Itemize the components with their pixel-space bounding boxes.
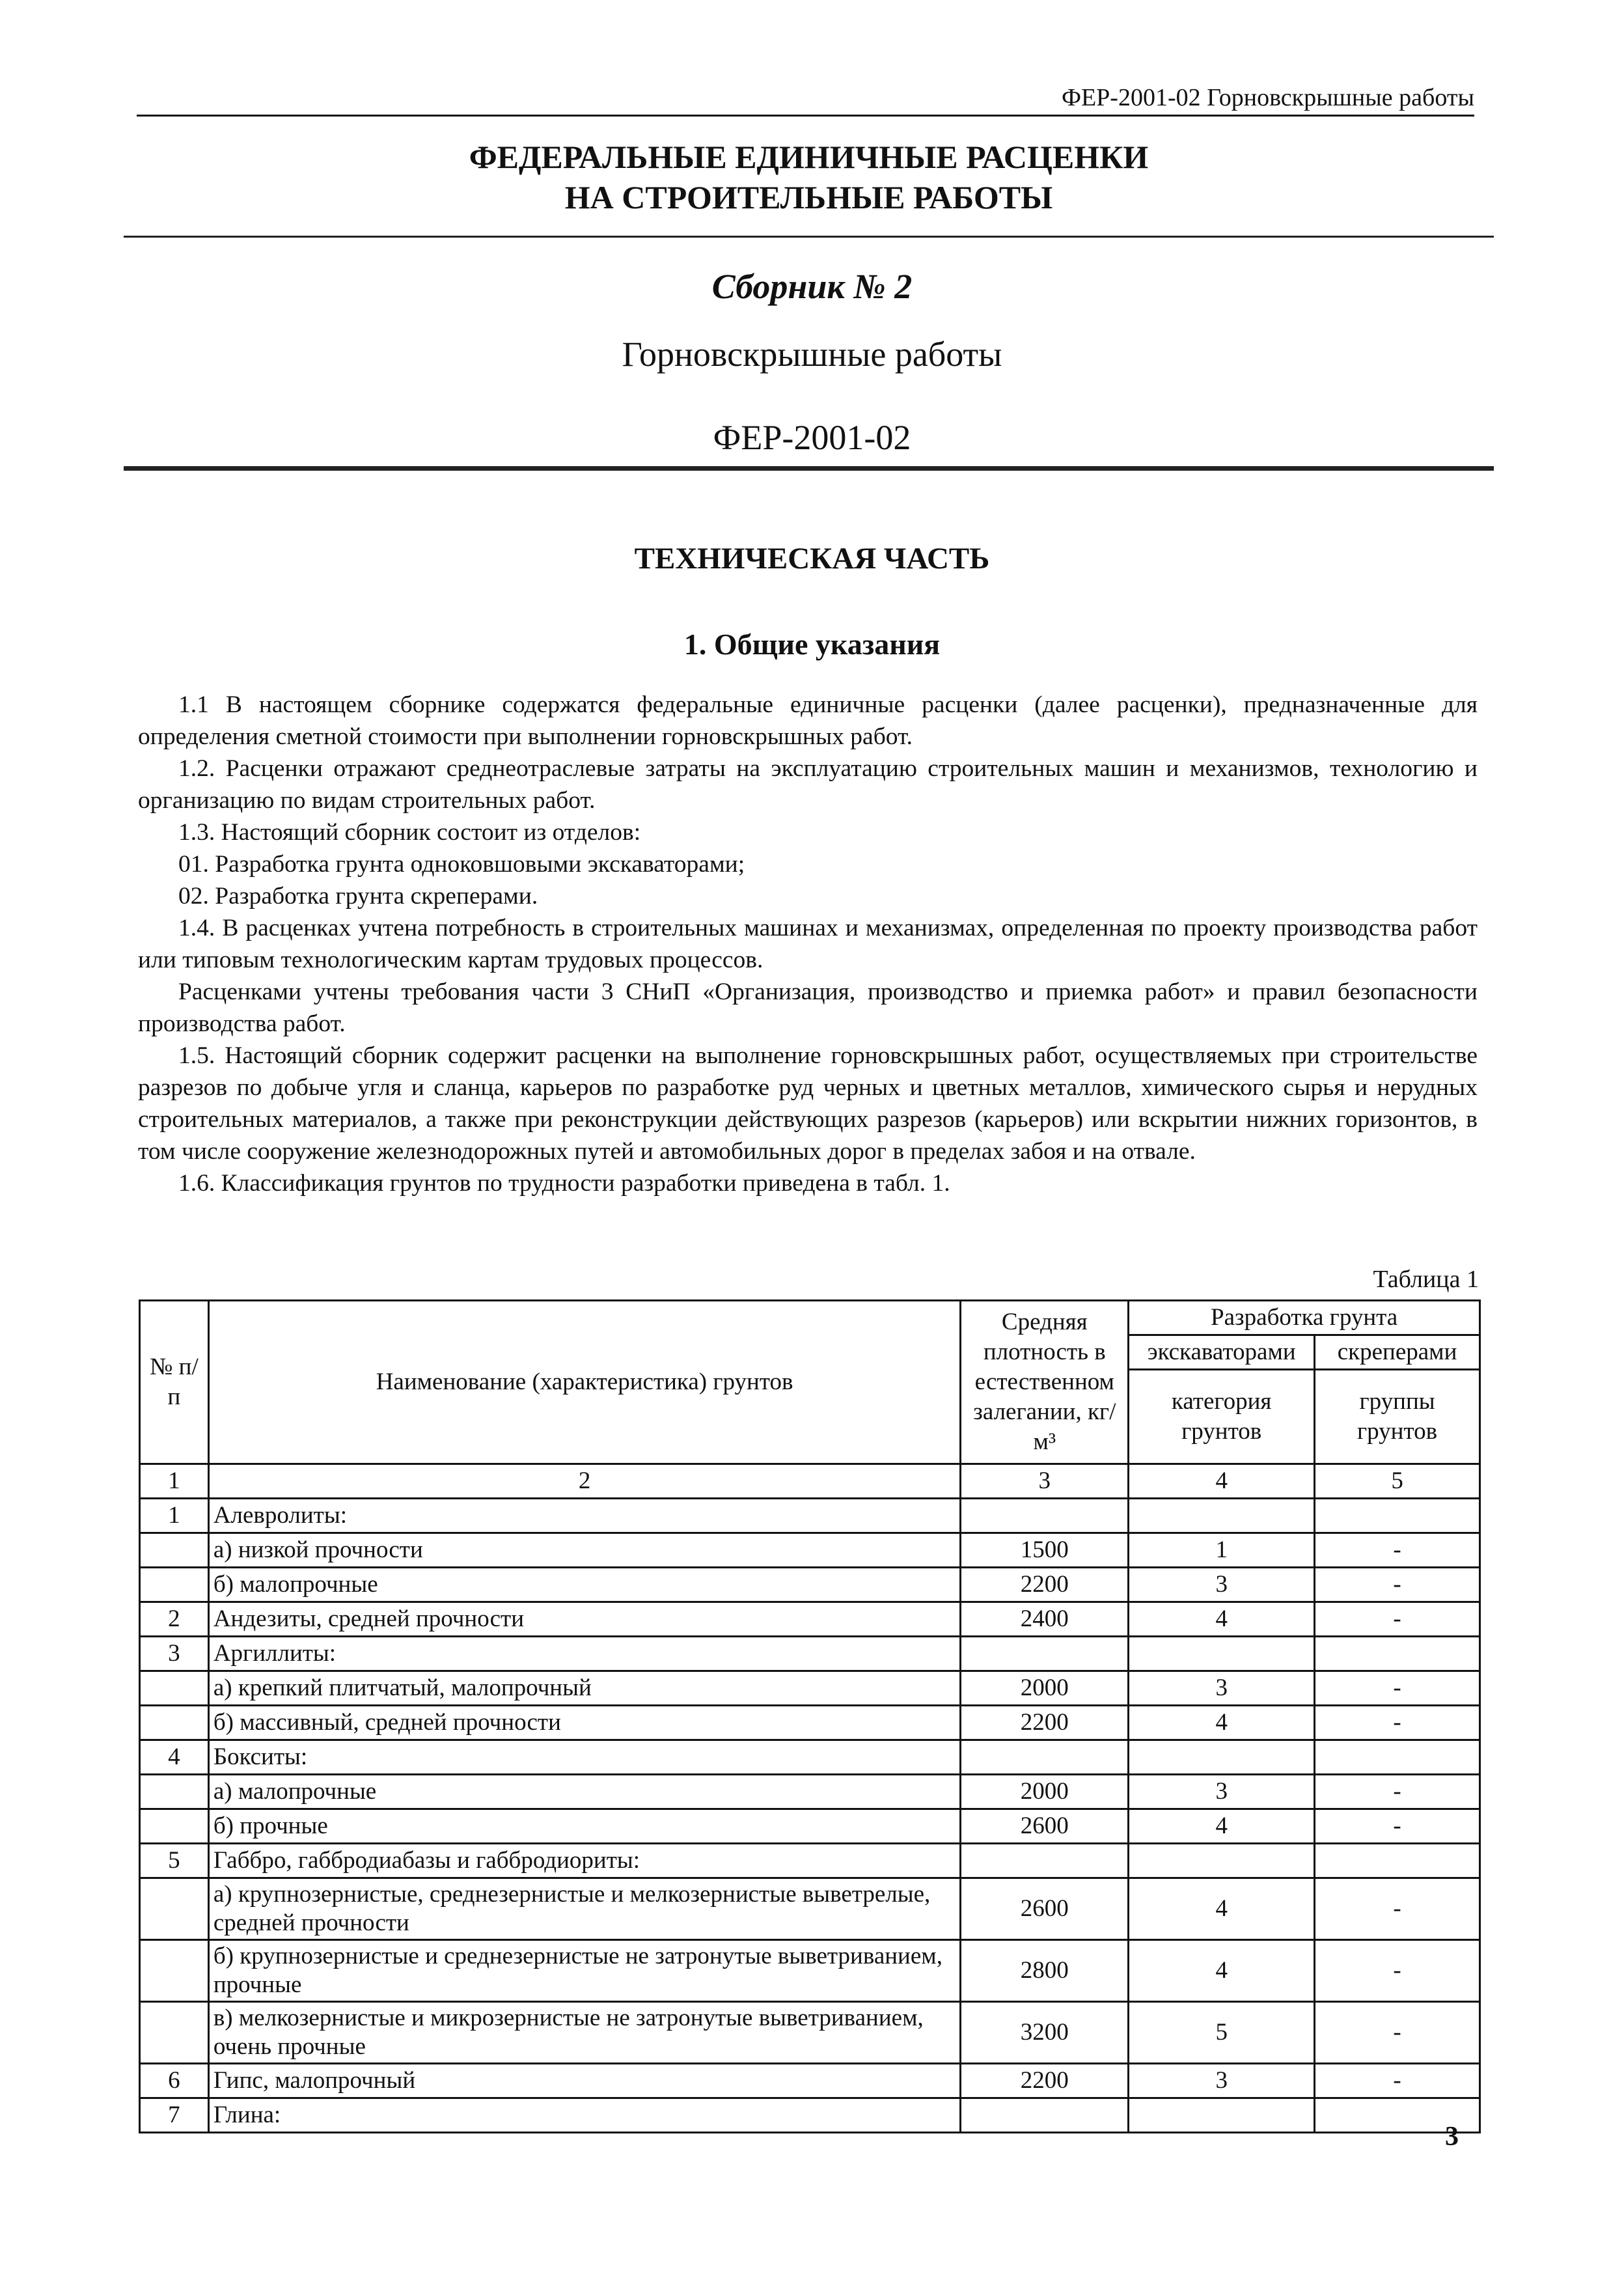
header-excavators: экскаваторами	[1129, 1335, 1315, 1370]
row-group: -	[1315, 2064, 1480, 2098]
table-row	[140, 2064, 1480, 2098]
header-groups: группы грунтов	[1315, 1370, 1480, 1464]
row-name: а) малопрочные	[208, 1775, 961, 1809]
row-density: 2000	[961, 1775, 1129, 1809]
row-num	[140, 1533, 209, 1568]
row-num: 7	[140, 2098, 209, 2133]
row-name: Бокситы:	[208, 1740, 961, 1775]
row-name: а) крупнозернистые, среднезернистые и мелкозернистые выветрелые, средней прочности	[208, 1878, 961, 1940]
table-row	[140, 1602, 1480, 1637]
row-name: а) низкой прочности	[208, 1533, 961, 1568]
row-num	[140, 1775, 209, 1809]
row-name: Андезиты, средней прочности	[208, 1602, 961, 1637]
main-title	[124, 137, 1494, 217]
row-name: б) массивный, средней прочности	[208, 1706, 961, 1740]
table-row	[140, 1878, 1480, 1940]
row-category	[1129, 1740, 1315, 1775]
row-group: -	[1315, 1706, 1480, 1740]
technical-part-heading: ТЕХНИЧЕСКАЯ ЧАСТЬ	[634, 542, 990, 576]
row-density	[961, 1844, 1129, 1878]
row-category: 3	[1129, 1568, 1315, 1602]
table-row	[140, 1940, 1480, 2002]
row-category: 3	[1129, 1671, 1315, 1706]
row-num: 3	[140, 1637, 209, 1671]
column-number: 3	[961, 1464, 1129, 1499]
row-group: -	[1315, 1878, 1480, 1940]
table-row	[140, 1706, 1480, 1740]
row-density: 2200	[961, 1568, 1129, 1602]
row-group: -	[1315, 1809, 1480, 1844]
table-row	[140, 1740, 1480, 1775]
row-name: Габбро, габбродиабазы и габбродиориты:	[208, 1844, 961, 1878]
paragraph: 1.3. Настоящий сборник состоит из отделов:	[178, 819, 641, 846]
paragraph: 1.5. Настоящий сборник содержит расценки на выполнение горновскрышных работ, осуществляемых при строительстве разрезов по добыче угля и сланца, карьеров по разработке руд черных и цветных металлов, химического сырья и нерудных строительных материалов, а также при реконструкции действующих разрезов (карьеров) или вскрытии нижних горизонтов, в том числе сооружение железнодорожных путей и автомобильных дорог в пределах забоя и на отвале.	[138, 1042, 1478, 1165]
column-number: 2	[208, 1464, 961, 1499]
row-category: 4	[1129, 1706, 1315, 1740]
table-caption: Таблица 1	[1373, 1266, 1479, 1293]
row-category: 3	[1129, 2064, 1315, 2098]
row-category	[1129, 1499, 1315, 1533]
row-name: б) малопрочные	[208, 1568, 961, 1602]
row-name: а) крепкий плитчатый, малопрочный	[208, 1671, 961, 1706]
column-number: 4	[1129, 1464, 1315, 1499]
table-row	[140, 2002, 1480, 2064]
header-scrapers: скреперами	[1315, 1335, 1480, 1370]
table-row	[140, 1533, 1480, 1568]
row-group: -	[1315, 1775, 1480, 1809]
row-group	[1315, 1499, 1480, 1533]
row-group: -	[1315, 1568, 1480, 1602]
main-title-line-2: НА СТРОИТЕЛЬНЫЕ РАБОТЫ	[564, 179, 1053, 215]
table-row	[140, 1671, 1480, 1706]
row-category	[1129, 2098, 1315, 2133]
row-num	[140, 1706, 209, 1740]
row-num	[140, 1809, 209, 1844]
row-density: 1500	[961, 1533, 1129, 1568]
table-row	[140, 1568, 1480, 1602]
table-row	[140, 1499, 1480, 1533]
header-development: Разработка грунта	[1129, 1301, 1480, 1335]
section-heading: 1. Общие указания	[683, 628, 941, 661]
row-category	[1129, 1637, 1315, 1671]
row-group	[1315, 1740, 1480, 1775]
row-density: 2800	[961, 1940, 1129, 2002]
row-group	[1315, 1637, 1480, 1671]
paragraph: 01. Разработка грунта одноковшовыми экскаваторами;	[178, 851, 745, 878]
row-category	[1129, 1844, 1315, 1878]
row-category: 5	[1129, 2002, 1315, 2064]
header-name: Наименование (характеристика) грунтов	[208, 1301, 961, 1464]
table-row	[140, 1637, 1480, 1671]
row-num: 1	[140, 1499, 209, 1533]
row-name: б) крупнозернистые и среднезернистые не затронутые выветриванием, прочные	[208, 1940, 961, 2002]
column-number: 5	[1315, 1464, 1480, 1499]
row-category: 1	[1129, 1533, 1315, 1568]
row-density	[961, 1637, 1129, 1671]
main-title-line-1: ФЕДЕРАЛЬНЫЕ ЕДИНИЧНЫЕ РАСЦЕНКИ	[469, 139, 1149, 175]
row-category: 4	[1129, 1809, 1315, 1844]
row-name: б) прочные	[208, 1809, 961, 1844]
paragraph: 1.2. Расценки отражают среднеотраслевые затраты на эксплуатацию строительных машин и механизмов, технологию и организацию по видам строительных работ.	[138, 755, 1478, 814]
row-num	[140, 1940, 209, 2002]
row-num	[140, 1568, 209, 1602]
row-category: 4	[1129, 1878, 1315, 1940]
row-group: -	[1315, 1602, 1480, 1637]
row-density: 2600	[961, 1809, 1129, 1844]
row-density	[961, 1499, 1129, 1533]
row-num: 6	[140, 2064, 209, 2098]
column-number: 1	[140, 1464, 209, 1499]
table-row	[140, 2098, 1480, 2133]
collection-code: ФЕР-2001-02	[713, 418, 911, 457]
row-num	[140, 2002, 209, 2064]
thick-divider	[124, 466, 1494, 471]
row-density	[961, 1740, 1129, 1775]
row-density: 2400	[961, 1602, 1129, 1637]
row-density: 2000	[961, 1671, 1129, 1706]
page-number: 3	[1445, 2122, 1459, 2152]
row-group: -	[1315, 1533, 1480, 1568]
row-category: 4	[1129, 1940, 1315, 2002]
row-num: 4	[140, 1740, 209, 1775]
header-category: категория грунтов	[1129, 1370, 1315, 1464]
paragraph: 1.4. В расценках учтена потребность в строительных машинах и механизмах, определенная по проекту производства работ или типовым технологическим картам трудовых процессов.	[138, 915, 1478, 973]
paragraph: 1.6. Классификация грунтов по трудности разработки приведена в табл. 1.	[178, 1170, 950, 1197]
row-density: 2200	[961, 2064, 1129, 2098]
row-name: в) мелкозернистые и микрозернистые не затронутые выветриванием, очень прочные	[208, 2002, 961, 2064]
row-num: 5	[140, 1844, 209, 1878]
row-group: -	[1315, 1671, 1480, 1706]
row-group: -	[1315, 1940, 1480, 2002]
paragraph: Расценками учтены требования части 3 СНиП «Организация, производство и приемка работ» и правил безопасности производства работ.	[138, 979, 1478, 1037]
row-num	[140, 1878, 209, 1940]
general-instructions	[138, 689, 1478, 1199]
paragraph: 02. Разработка грунта скреперами.	[178, 883, 538, 910]
row-group: -	[1315, 2002, 1480, 2064]
row-num	[140, 1671, 209, 1706]
soil-classification-table	[139, 1299, 1481, 2133]
row-category: 4	[1129, 1602, 1315, 1637]
row-num: 2	[140, 1602, 209, 1637]
row-name: Аргиллиты:	[208, 1637, 961, 1671]
header-num: № п/п	[140, 1301, 209, 1464]
row-density: 3200	[961, 2002, 1129, 2064]
table-row	[140, 1809, 1480, 1844]
table-row	[140, 1775, 1480, 1809]
row-name: Алевролиты:	[208, 1499, 961, 1533]
collection-name: Горновскрышные работы	[622, 335, 1002, 374]
row-category: 3	[1129, 1775, 1315, 1809]
header-density: Средняя плотность в естественном залегании, кг/м³	[961, 1301, 1129, 1464]
row-density	[961, 2098, 1129, 2133]
row-name: Глина:	[208, 2098, 961, 2133]
row-density: 2200	[961, 1706, 1129, 1740]
divider	[124, 236, 1494, 238]
paragraph: 1.1 В настоящем сборнике содержатся федеральные единичные расценки (далее расценки), предназначенные для определения сметной стоимости при выполнении горновскрышных работ.	[138, 691, 1478, 750]
running-header: ФЕР-2001-02 Горновскрышные работы	[137, 83, 1474, 117]
row-name: Гипс, малопрочный	[208, 2064, 961, 2098]
row-group	[1315, 1844, 1480, 1878]
table-row	[140, 1844, 1480, 1878]
collection-label: Сборник № 2	[711, 267, 913, 306]
row-density: 2600	[961, 1878, 1129, 1940]
